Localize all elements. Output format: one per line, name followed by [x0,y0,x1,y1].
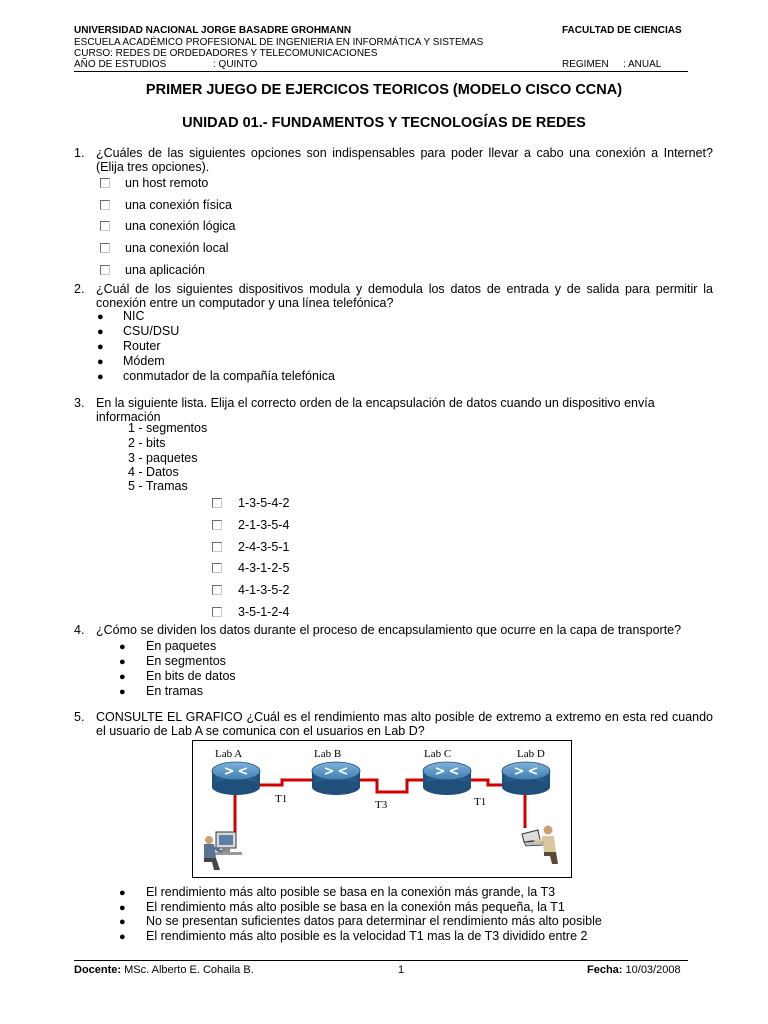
q1-option-4: una conexión local [125,241,229,255]
q2-number: 2. [74,282,85,296]
q3-checkbox-2[interactable] [212,520,222,530]
q3-option-2: 2-1-3-5-4 [238,518,290,532]
link-t1-label-left: T1 [275,793,288,805]
lab-b-label: Lab B [314,748,342,760]
q2-option-5: conmutador de la compañía telefónica [123,369,335,383]
q3-number: 3. [74,396,85,410]
lab-d-label: Lab D [517,748,545,760]
q1-option-1: un host remoto [125,176,209,190]
q3-checkbox-1[interactable] [212,498,222,508]
q5-number: 5. [74,710,85,724]
q4-option-3: En bits de datos [146,669,236,683]
q3-list-4: 4 - Datos [128,465,179,479]
q4-option-1: En paquetes [146,639,217,653]
q1-text: ¿Cuáles de las siguientes opciones son indispensables para poder llevar a cabo una conexión a Internet? (Elija tres opciones). [96,146,713,174]
school-name: ESCUELA ACADÉMICO PROFESIONAL DE INGENIERIA EN INFORMÁTICA Y SISTEMAS [74,37,484,48]
teacher-name: MSc. Alberto E. Cohaila B. [121,964,254,976]
q3-list-5: 5 - Tramas [128,479,188,493]
bullet-icon: ● [119,656,126,668]
bullet-icon: ● [119,931,126,943]
q3-checkbox-5[interactable] [212,585,222,595]
router-icon [312,762,360,795]
regime-label: REGIMEN [562,59,609,70]
network-diagram [192,740,572,878]
router-icon [502,762,550,795]
faculty-name: FACULTAD DE CIENCIAS [562,25,682,36]
lab-a-label: Lab A [215,748,243,760]
bullet-icon: ● [97,311,104,323]
q1-option-2: una conexión física [125,198,233,212]
link-t3-label: T3 [375,799,388,811]
q2-option-4: Módem [123,354,165,368]
q3-list-2: 2 - bits [128,436,166,450]
q3-option-1: 1-3-5-4-2 [238,496,290,510]
q1-option-5: una aplicación [125,263,205,277]
q3-option-5: 4-1-3-5-2 [238,583,290,597]
regime-value: : ANUAL [623,59,662,70]
teacher-label: Docente: [74,964,122,976]
q1-checkbox-4[interactable] [100,243,110,253]
q4-text: ¿Cómo se dividen los datos durante el proceso de encapsulamiento que ocurre en la capa de transporte? [96,623,682,637]
footer-teacher [74,965,254,976]
bullet-icon: ● [97,356,104,368]
q1-number: 1. [74,146,85,160]
main-title: PRIMER JUEGO DE EJERCICOS TEORICOS (MODELO CISCO CCNA) [145,82,623,98]
q5-option-2: El rendimiento más alto posible se basa en la conexión más pequeña, la T1 [146,900,565,914]
q3-list-1: 1 - segmentos [128,421,208,435]
router-icon [423,762,471,795]
bullet-icon: ● [97,371,104,383]
q2-option-2: CSU/DSU [123,324,180,338]
q3-option-3: 2-4-3-5-1 [238,540,290,554]
q3-checkbox-4[interactable] [212,563,222,573]
q1-checkbox-1[interactable] [100,178,110,188]
q1-checkbox-2[interactable] [100,200,110,210]
course-name: CURSO: REDES DE ORDEDADORES Y TELECOMUNICACIONES [74,48,378,59]
q3-text: En la siguiente lista. Elija el correcto orden de la encapsulación de datos cuando un dispositivo envía información [96,396,655,424]
q5-option-3: No se presentan suficientes datos para determinar el rendimiento más alto posible [146,914,602,928]
q1-option-3: una conexión lógica [125,219,236,233]
q4-number: 4. [74,623,85,637]
q5-option-4: El rendimiento más alto posible es la velocidad T1 mas la de T3 dividido entre 2 [146,929,588,943]
q2-text: ¿Cuál de los siguientes dispositivos modula y demodula los datos de entrada y de salida para permitir la conexión entre un computador y una línea telefónica? [96,282,713,310]
bullet-icon: ● [97,341,104,353]
year-value: : QUINTO [213,59,258,70]
q2-option-3: Router [123,339,161,353]
link-t1-label-right: T1 [474,796,487,808]
footer-date [587,965,681,976]
university-name: UNIVERSIDAD NACIONAL JORGE BASADRE GROHMANN [74,25,352,36]
q1-checkbox-5[interactable] [100,265,110,275]
q1-checkbox-3[interactable] [100,221,110,231]
q5-option-1: El rendimiento más alto posible se basa en la conexión más grande, la T3 [146,885,556,899]
bullet-icon: ● [119,641,126,653]
bullet-icon: ● [97,326,104,338]
date-label: Fecha: [587,964,623,976]
date-value: 10/03/2008 [622,964,681,976]
bullet-icon: ● [119,671,126,683]
q3-list-3: 3 - paquetes [128,451,198,465]
unit-title: UNIDAD 01.- FUNDAMENTOS Y TECNOLOGÍAS DE REDES [182,115,586,131]
q2-option-1: NIC [123,309,145,323]
q3-option-4: 4-3-1-2-5 [238,561,290,575]
bullet-icon: ● [119,916,126,928]
router-icon [212,762,260,795]
q4-option-2: En segmentos [146,654,226,668]
lab-c-label: Lab C [424,748,452,760]
footer-rule [74,960,688,961]
year-label: AÑO DE ESTUDIOS [74,59,167,70]
q3-checkbox-3[interactable] [212,542,222,552]
q3-checkbox-6[interactable] [212,607,222,617]
page-number: 1 [398,964,405,976]
q5-text: CONSULTE EL GRAFICO ¿Cuál es el rendimiento mas alto posible de extremo a extremo en esta red cuando el usuario de Lab A se comunica con el usuarios en Lab D? [96,710,713,738]
header-rule [74,71,688,72]
q3-option-6: 3-5-1-2-4 [238,605,290,619]
bullet-icon: ● [119,902,126,914]
bullet-icon: ● [119,887,126,899]
q4-option-4: En tramas [146,684,203,698]
bullet-icon: ● [119,686,126,698]
